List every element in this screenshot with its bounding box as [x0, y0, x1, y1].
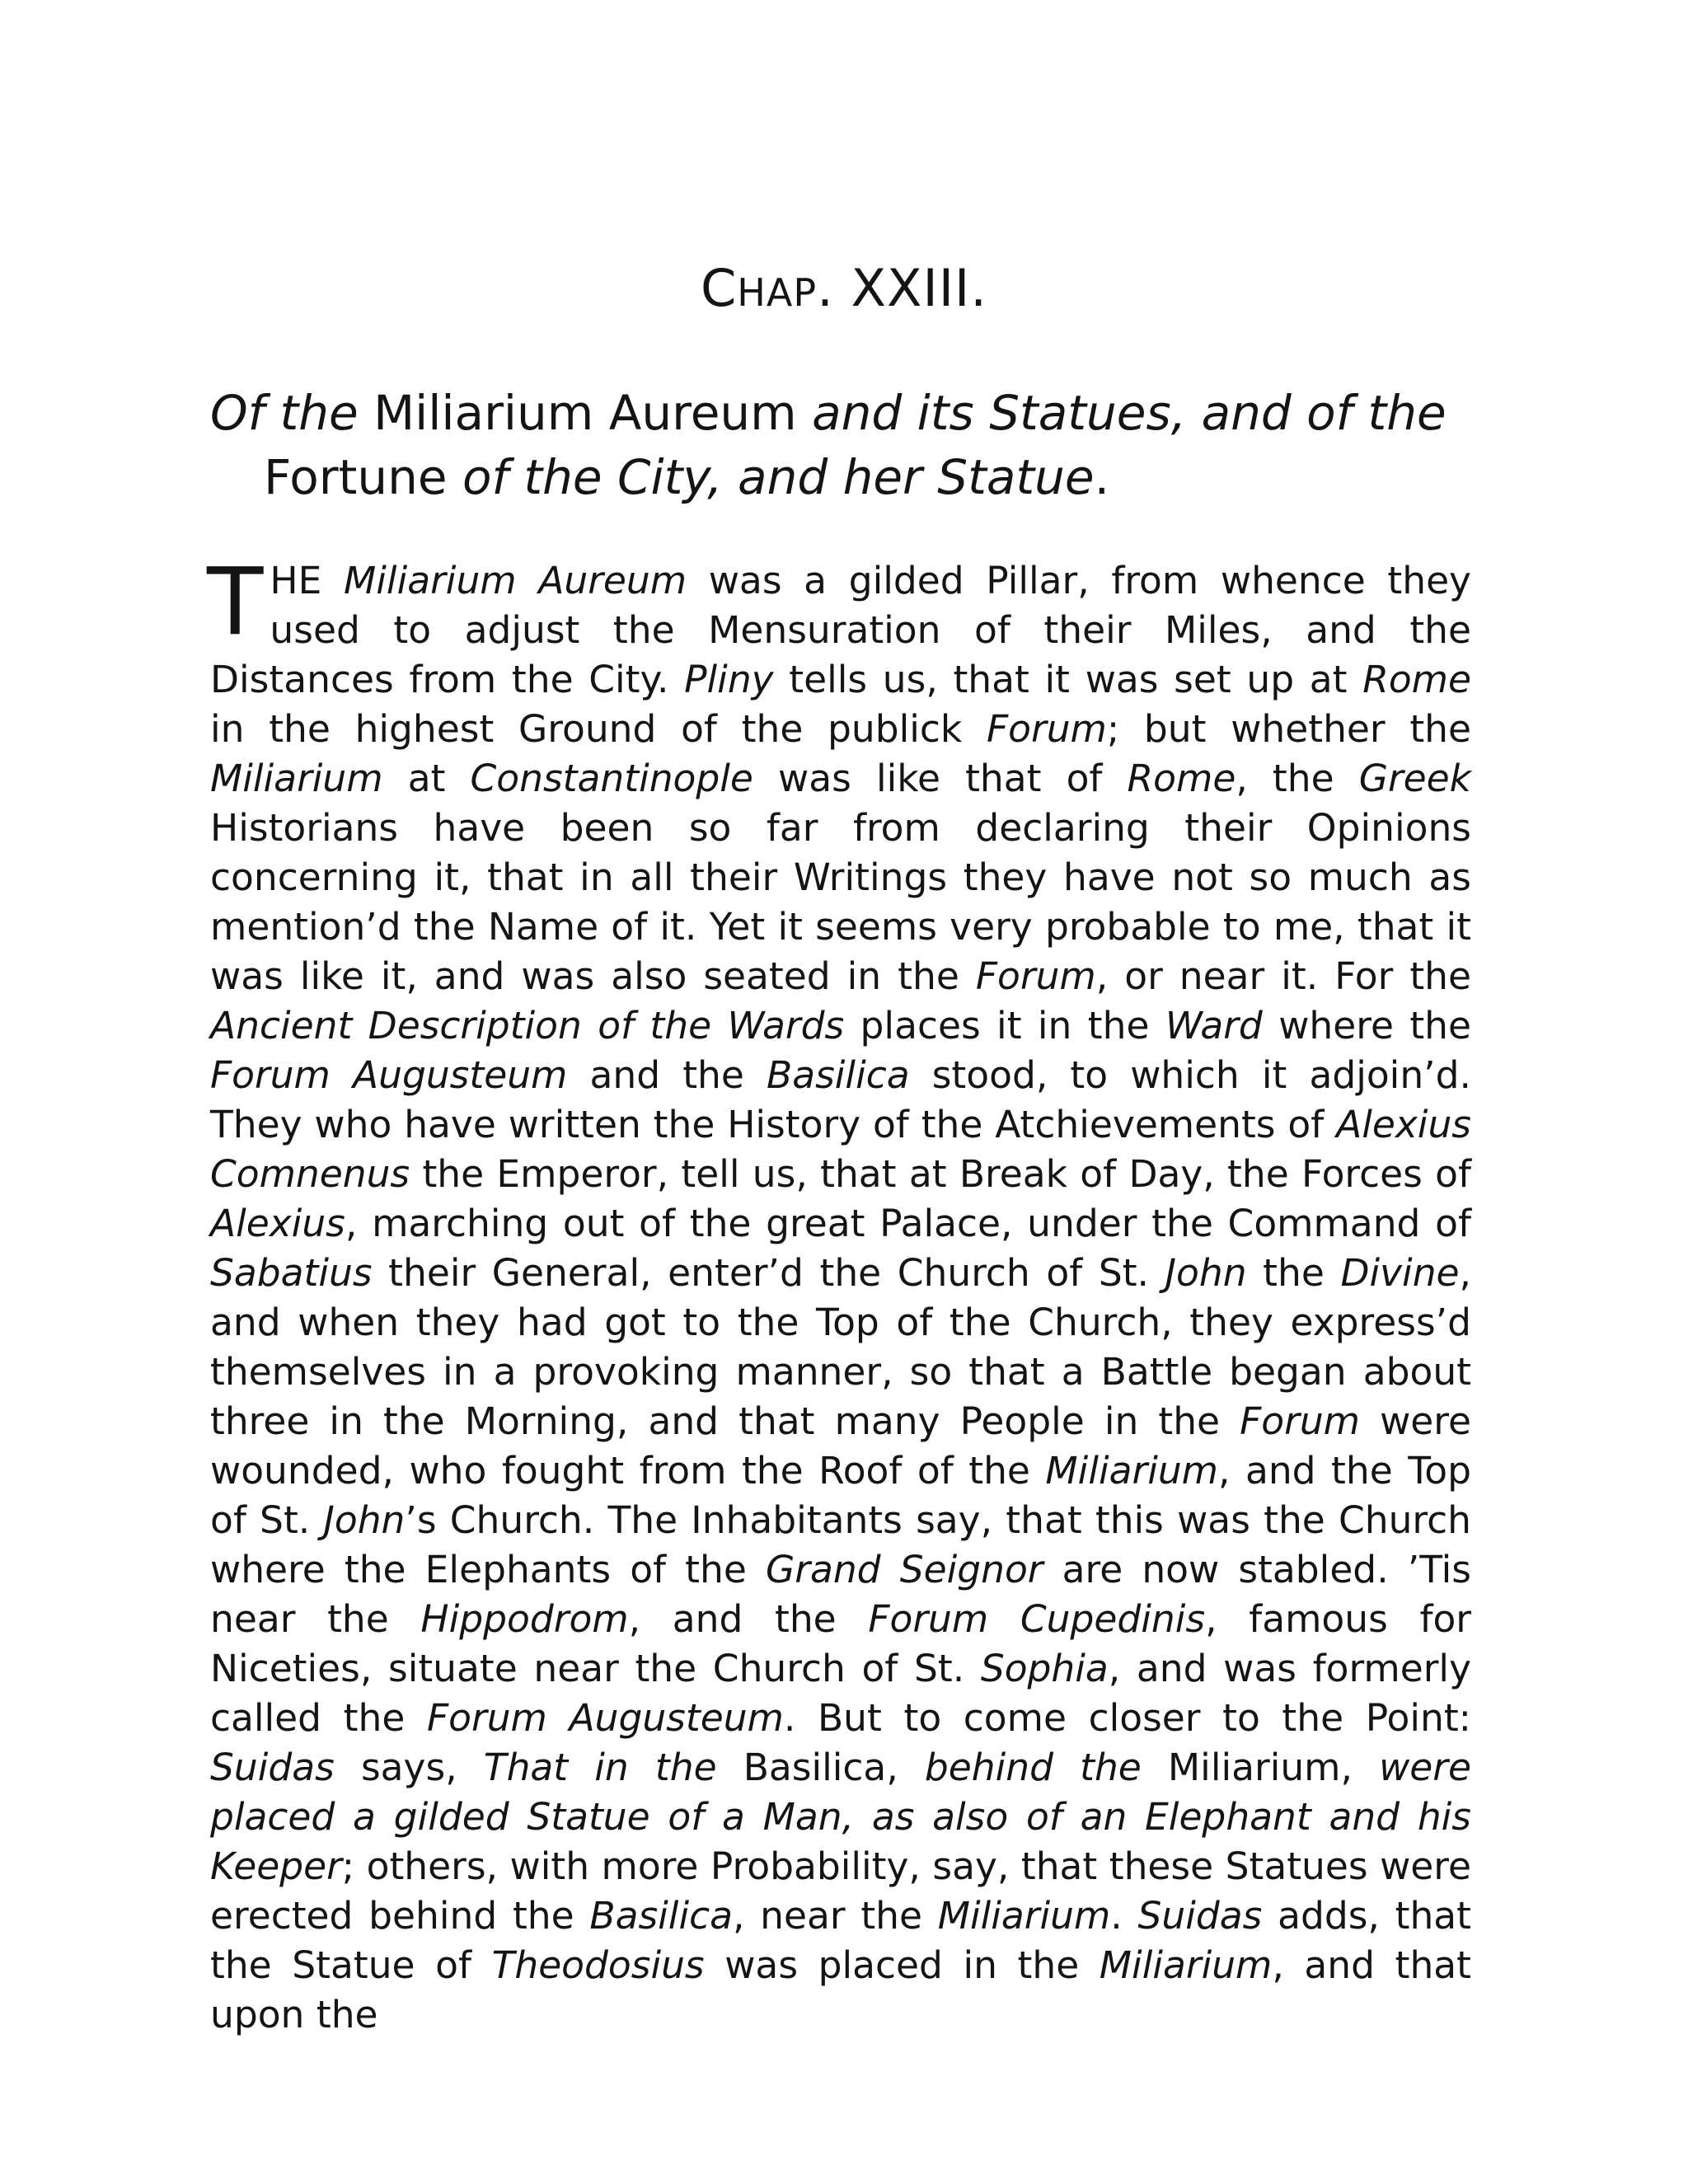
body-text-segment: was a gilded Pillar, from whence they used to adjust the Mensuration of their Miles, and the Distances from the City.: [210, 559, 1471, 701]
body-italic-segment: Forum: [987, 707, 1107, 751]
title-italic-segment: of the City, and her Statue: [447, 449, 1095, 505]
body-italic-segment: Pliny: [684, 658, 774, 701]
body-italic-segment: Theodosius: [491, 1943, 705, 1987]
body-text-segment: Basilica,: [716, 1746, 925, 1789]
body-italic-segment: Forum Augusteum: [426, 1696, 784, 1740]
body-italic-segment: Miliarium Aureum: [344, 559, 687, 602]
body-text-segment: HE: [270, 559, 345, 602]
body-italic-segment: John: [1165, 1251, 1247, 1295]
body-text-segment: their General, enter’d the Church of St.: [372, 1251, 1165, 1295]
body-text-segment: were wounded, who fought from the Roof of the: [210, 1399, 1471, 1493]
body-italic-segment: Rome: [1127, 757, 1236, 800]
body-text-segment: , or near it. For the: [1095, 954, 1471, 998]
body-text-segment: where the: [1262, 1004, 1472, 1047]
body-italic-segment: Ward: [1165, 1004, 1263, 1047]
body-text-segment: , and the Top of St.: [210, 1449, 1472, 1542]
body-text-segment: at: [382, 757, 471, 800]
body-text-segment: ’s Church. The Inhabitants say, that this was the Church where the Elephants of the: [210, 1498, 1471, 1591]
body-italic-segment: Miliarium: [1099, 1943, 1273, 1987]
body-italic-segment: Basilica: [589, 1894, 733, 1938]
body-text-segment: ; but whether the: [1106, 707, 1472, 751]
body-italic-segment: Sabatius: [210, 1251, 373, 1295]
body-text-segment: ; others, with more Probability, say, that these Statues were erected behind the: [210, 1844, 1471, 1938]
chapter-label-smallcaps: HAP: [737, 270, 818, 315]
body-text-segment: are now stabled. ’Tis near the: [210, 1548, 1471, 1641]
body-italic-segment: Suidas: [210, 1746, 335, 1789]
body-italic-segment: Hippodrom: [420, 1597, 629, 1641]
title-text-segment: .: [1094, 449, 1110, 505]
chapter-label-initial: C: [700, 258, 738, 318]
body-italic-segment: Greek: [1358, 757, 1471, 800]
body-italic-segment: Miliarium: [210, 757, 383, 800]
body-text-segment: says,: [334, 1746, 484, 1789]
body-italic-segment: Grand Seignor: [766, 1548, 1043, 1591]
body-italic-segment: were placed a gilded Statue of a Man, as also of an Elephant and his Keeper: [210, 1746, 1471, 1888]
body-text-segment: the: [1246, 1251, 1341, 1295]
body-text-segment: tells us, that it was set up at: [773, 658, 1363, 701]
chapter-heading: [0, 255, 1688, 326]
body-italic-segment: behind the: [924, 1746, 1142, 1789]
body-text-segment: Miliarium,: [1141, 1746, 1380, 1789]
body-text-segment: adds, that the Statue of: [210, 1894, 1472, 1987]
body-text-segment: Historians have been so far from declaring their Opinions concerning it, that in all their Writings they have not so much as mention’d the Name of it. Yet it seems very probable to me, that it was like it, and was also seated in the: [210, 806, 1471, 998]
body-italic-segment: Divine: [1340, 1251, 1460, 1295]
body-italic-segment: Alexius: [210, 1202, 345, 1245]
body-text-segment: was placed in the: [704, 1943, 1100, 1987]
drop-cap: T: [207, 549, 264, 656]
body-italic-segment: Constantinople: [470, 757, 753, 800]
body-italic-segment: Alexius Comnenus: [210, 1103, 1471, 1196]
body-text-segment: stood, to which it adjoin’d. They who have written the History of the Atchievements of: [210, 1053, 1471, 1146]
body-italic-segment: Miliarium: [1045, 1449, 1218, 1493]
body-text-segment: . But to come closer to the Point:: [783, 1696, 1471, 1740]
body-text-segment: the Emperor, tell us, that at Break of Day, the Forces of: [410, 1152, 1471, 1196]
body-text-segment: , near the: [732, 1894, 938, 1938]
body-italic-segment: Miliarium: [937, 1894, 1111, 1938]
title-text-segment: Fortune: [264, 449, 448, 505]
chapter-title: [210, 381, 1525, 509]
body-italic-segment: Suidas: [1137, 1894, 1263, 1938]
body-italic-segment: Forum: [975, 954, 1096, 998]
title-text-segment: Miliarium Aureum: [373, 385, 797, 441]
body-text-segment: , famous for Niceties, situate near the Church of St.: [210, 1597, 1472, 1690]
body-text-segment: , the: [1236, 757, 1359, 800]
body-text-segment: , and that upon the: [210, 1943, 1472, 2036]
body-italic-segment: Forum: [1240, 1399, 1361, 1443]
body-text-segment: and the: [567, 1053, 767, 1097]
body-text-segment: , marching out of the great Palace, under the Command of: [345, 1202, 1471, 1245]
body-text-segment: in the highest Ground of the publick: [210, 707, 987, 751]
body-italic-segment: Sophia: [980, 1647, 1109, 1690]
body-italic-segment: Ancient Description of the Wards: [210, 1004, 845, 1047]
body-italic-segment: That in the: [483, 1746, 717, 1789]
body-text-segment: was like that of: [753, 757, 1128, 800]
title-italic-segment: Of the: [210, 385, 374, 441]
title-italic-segment: and its Statues, and of the: [796, 385, 1447, 441]
body-italic-segment: John: [323, 1498, 406, 1542]
body-text-segment: , and the: [628, 1597, 869, 1641]
body-italic-segment: Forum Augusteum: [210, 1053, 568, 1097]
body-paragraph: [207, 549, 1472, 2040]
body-text-segment: places it in the: [844, 1004, 1165, 1047]
body-italic-segment: Basilica: [766, 1053, 910, 1097]
body-text-segment: , and was formerly called the: [210, 1647, 1471, 1740]
body-text-segment: , and when they had got to the Top of the Church, they express’d themselves in a provoking manner, so that a Battle began about three in the Morning, and that many People in the: [210, 1251, 1471, 1443]
body-italic-segment: Rome: [1362, 658, 1471, 701]
chapter-label-number: . XXIII.: [817, 258, 988, 318]
body-italic-segment: Forum Cupedinis: [868, 1597, 1206, 1641]
body-text-segment: .: [1110, 1894, 1138, 1938]
